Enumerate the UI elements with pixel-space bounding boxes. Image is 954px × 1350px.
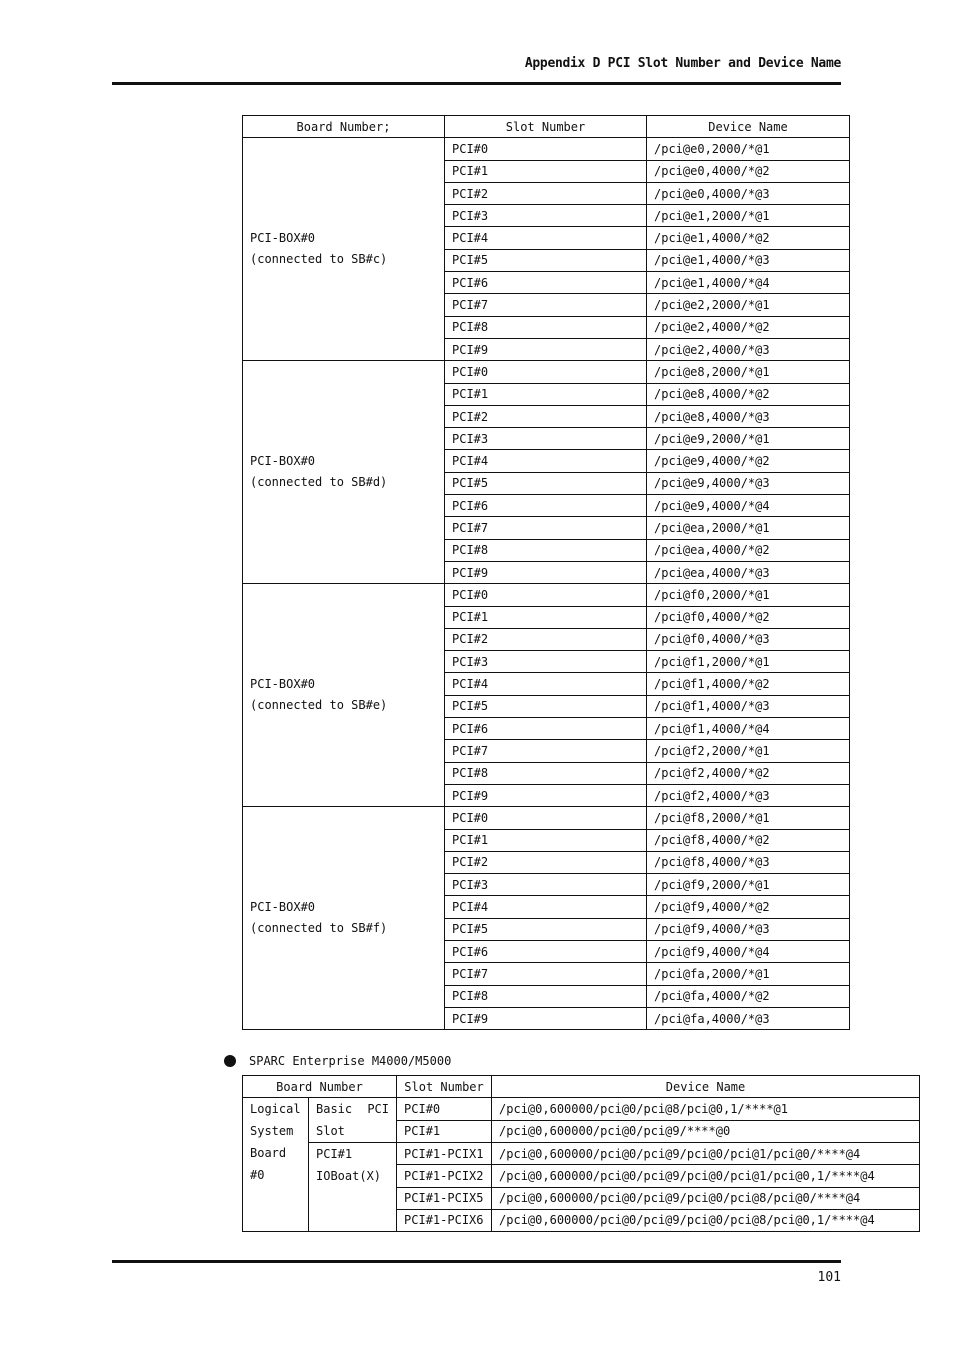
slot-cell: PCI#4 (445, 227, 647, 249)
slot-cell: PCI#8 (445, 762, 647, 784)
ioboat-text-line: PCI#1 (316, 1147, 353, 1162)
slot-cell: PCI#0 (445, 584, 647, 606)
device-cell: /pci@e8,4000/*@3 (647, 405, 850, 427)
basic-text: Basic (316, 1102, 353, 1117)
slot-cell: PCI#4 (445, 896, 647, 918)
device-cell: /pci@e9,4000/*@2 (647, 450, 850, 472)
device-cell: /pci@e2,4000/*@3 (647, 338, 850, 360)
device-cell: /pci@fa,4000/*@2 (647, 985, 850, 1007)
slot-cell: PCI#0 (397, 1098, 492, 1121)
device-cell: /pci@f1,4000/*@3 (647, 695, 850, 717)
device-cell: /pci@f9,2000/*@1 (647, 874, 850, 896)
table-row (243, 807, 850, 829)
slot-cell: PCI#4 (445, 450, 647, 472)
board-number-cell (243, 361, 445, 584)
device-cell: /pci@e1,4000/*@3 (647, 249, 850, 271)
device-cell: /pci@f1,4000/*@2 (647, 673, 850, 695)
device-cell: /pci@e9,2000/*@1 (647, 428, 850, 450)
device-cell: /pci@e8,4000/*@2 (647, 383, 850, 405)
device-cell: /pci@f2,4000/*@2 (647, 762, 850, 784)
board-name: PCI-BOX#0 (250, 453, 316, 468)
device-cell: /pci@0,600000/pci@0/pci@9/pci@0/pci@1/pci@0/****@4 (492, 1143, 920, 1165)
slot-cell: PCI#7 (445, 294, 647, 316)
device-cell: /pci@f8,2000/*@1 (647, 807, 850, 829)
device-cell: /pci@0,600000/pci@0/pci@9/pci@0/pci@8/pci@0/****@4 (492, 1187, 920, 1209)
page-number: 101 (817, 1270, 841, 1285)
table-body (243, 138, 850, 1030)
device-cell: /pci@f9,4000/*@4 (647, 940, 850, 962)
device-cell: /pci@0,600000/pci@0/pci@9/****@0 (492, 1120, 920, 1143)
board-name: PCI-BOX#0 (250, 899, 316, 914)
device-cell: /pci@0,600000/pci@0/pci@9/pci@0/pci@8/pci@0,1/****@4 (492, 1209, 920, 1231)
board-name: PCI-BOX#0 (250, 230, 316, 245)
device-cell: /pci@e1,4000/*@2 (647, 227, 850, 249)
footer-rule (112, 1260, 841, 1263)
board-connection: (connected to SB#c) (250, 252, 388, 267)
device-cell: /pci@f8,4000/*@3 (647, 851, 850, 873)
section-heading (224, 1054, 451, 1068)
board-text-line: System (250, 1124, 294, 1139)
board-text-line: Logical (250, 1102, 301, 1117)
board-number-cell (243, 584, 445, 807)
page-header-title: Appendix D PCI Slot Number and Device Name (524, 56, 841, 71)
slot-cell: PCI#3 (445, 651, 647, 673)
device-cell: /pci@ea,4000/*@2 (647, 539, 850, 561)
ioboat-cell (309, 1143, 397, 1232)
device-cell: /pci@0,600000/pci@0/pci@9/pci@0/pci@1/pci@0,1/****@4 (492, 1165, 920, 1187)
slot-cell: PCI#9 (445, 1007, 647, 1029)
device-cell: /pci@f8,4000/*@2 (647, 829, 850, 851)
basic-pci-slot-cell (309, 1098, 397, 1143)
slot-cell: PCI#8 (445, 316, 647, 338)
device-cell: /pci@f2,4000/*@3 (647, 784, 850, 806)
board-number-cell (243, 138, 445, 361)
slot-cell: PCI#1-PCIX6 (397, 1209, 492, 1231)
header-rule (112, 82, 841, 85)
slot-cell: PCI#4 (445, 673, 647, 695)
slot-cell: PCI#6 (445, 718, 647, 740)
slot-cell: PCI#1-PCIX1 (397, 1143, 492, 1165)
board-name: PCI-BOX#0 (250, 676, 316, 691)
table-row (243, 584, 850, 606)
device-cell: /pci@f9,4000/*@3 (647, 918, 850, 940)
table-row (243, 361, 850, 383)
slot-cell: PCI#1 (397, 1120, 492, 1143)
slot-cell: PCI#5 (445, 918, 647, 940)
slot-cell: PCI#2 (445, 182, 647, 204)
table-row (243, 1098, 920, 1121)
logical-system-board-cell (243, 1098, 309, 1232)
device-cell: /pci@ea,4000/*@3 (647, 561, 850, 583)
slot-cell: PCI#1-PCIX5 (397, 1187, 492, 1209)
section-heading-text: SPARC Enterprise M4000/M5000 (249, 1054, 452, 1068)
bullet-icon (224, 1055, 236, 1067)
device-cell: /pci@e9,4000/*@3 (647, 472, 850, 494)
device-cell: /pci@e2,4000/*@2 (647, 316, 850, 338)
board-connection: (connected to SB#e) (250, 698, 388, 713)
slot-cell: PCI#5 (445, 695, 647, 717)
m4000-m5000-slot-table (242, 1075, 920, 1232)
slot-cell: PCI#7 (445, 740, 647, 762)
column-header-slot: Slot Number (397, 1076, 492, 1098)
device-cell: /pci@f1,2000/*@1 (647, 651, 850, 673)
slot-cell: PCI#2 (445, 405, 647, 427)
board-connection: (connected to SB#f) (250, 921, 388, 936)
slot-cell: PCI#7 (445, 517, 647, 539)
device-cell: /pci@e2,2000/*@1 (647, 294, 850, 316)
slot-cell: PCI#8 (445, 985, 647, 1007)
device-cell: /pci@fa,2000/*@1 (647, 963, 850, 985)
slot-cell: PCI#9 (445, 784, 647, 806)
table-row (243, 138, 850, 160)
slot-cell: PCI#6 (445, 940, 647, 962)
column-header-board: Board Number (243, 1076, 397, 1098)
slot-cell: PCI#1 (445, 160, 647, 182)
slot-cell: PCI#1 (445, 606, 647, 628)
slot-cell: PCI#3 (445, 874, 647, 896)
device-cell: /pci@e1,2000/*@1 (647, 205, 850, 227)
slot-cell: PCI#9 (445, 338, 647, 360)
slot-cell: PCI#1-PCIX2 (397, 1165, 492, 1187)
slot-text: Slot (316, 1124, 345, 1139)
slot-cell: PCI#6 (445, 495, 647, 517)
slot-cell: PCI#3 (445, 205, 647, 227)
device-cell: /pci@f0,2000/*@1 (647, 584, 850, 606)
device-cell: /pci@ea,2000/*@1 (647, 517, 850, 539)
device-cell: /pci@f0,4000/*@2 (647, 606, 850, 628)
slot-cell: PCI#9 (445, 561, 647, 583)
device-cell: /pci@e1,4000/*@4 (647, 272, 850, 294)
device-cell: /pci@f1,4000/*@4 (647, 718, 850, 740)
device-cell: /pci@e0,4000/*@3 (647, 182, 850, 204)
device-cell: /pci@e8,2000/*@1 (647, 361, 850, 383)
slot-cell: PCI#3 (445, 428, 647, 450)
slot-cell: PCI#0 (445, 807, 647, 829)
slot-cell: PCI#5 (445, 249, 647, 271)
slot-cell: PCI#0 (445, 361, 647, 383)
slot-cell: PCI#0 (445, 138, 647, 160)
device-cell: /pci@f0,4000/*@3 (647, 628, 850, 650)
board-connection: (connected to SB#d) (250, 475, 388, 490)
slot-cell: PCI#1 (445, 383, 647, 405)
slot-cell: PCI#8 (445, 539, 647, 561)
board-number-cell (243, 807, 445, 1030)
device-cell: /pci@e0,2000/*@1 (647, 138, 850, 160)
board-text-line: #0 (250, 1168, 265, 1183)
slot-cell: PCI#2 (445, 628, 647, 650)
slot-cell: PCI#7 (445, 963, 647, 985)
ioboat-text-line: IOBoat(X) (316, 1169, 382, 1184)
device-cell: /pci@fa,4000/*@3 (647, 1007, 850, 1029)
column-header-device: Device Name (492, 1076, 920, 1098)
pci-box-slot-table (242, 115, 850, 1030)
column-header-board: Board Number; (243, 116, 445, 138)
device-cell: /pci@f9,4000/*@2 (647, 896, 850, 918)
pci-text: PCI (367, 1102, 390, 1117)
slot-cell: PCI#2 (445, 851, 647, 873)
device-cell: /pci@e0,4000/*@2 (647, 160, 850, 182)
column-header-device: Device Name (647, 116, 850, 138)
slot-cell: PCI#1 (445, 829, 647, 851)
slot-cell: PCI#5 (445, 472, 647, 494)
device-cell: /pci@f2,2000/*@1 (647, 740, 850, 762)
board-text-line: Board (250, 1146, 287, 1161)
column-header-slot: Slot Number (445, 116, 647, 138)
table-row (243, 1143, 920, 1165)
device-cell: /pci@e9,4000/*@4 (647, 495, 850, 517)
slot-cell: PCI#6 (445, 272, 647, 294)
device-cell: /pci@0,600000/pci@0/pci@8/pci@0,1/****@1 (492, 1098, 920, 1121)
